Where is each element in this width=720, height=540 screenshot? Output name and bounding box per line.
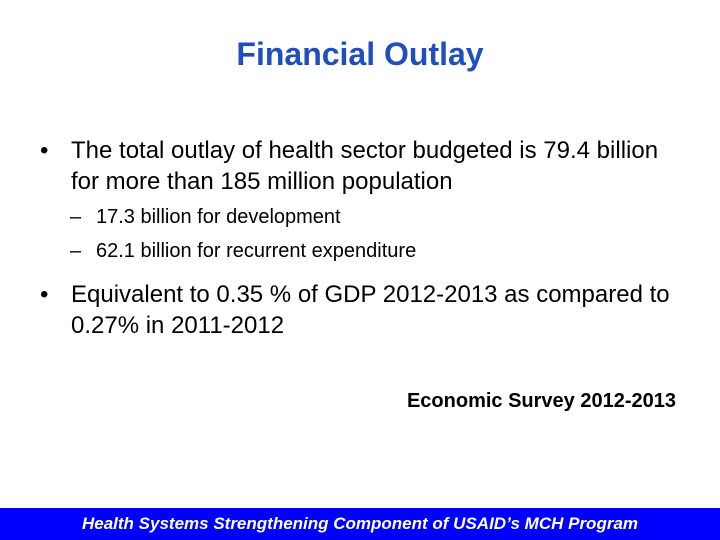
sub-bullet-item [70, 205, 670, 229]
bullet-item [40, 135, 690, 197]
sub-bullet-text: 62.1 billion for recurrent expenditure [96, 240, 417, 262]
source-citation: Economic Survey 2012-2013 [406, 390, 676, 412]
sub-bullet-marker: – [70, 206, 82, 228]
bullet-text: Equivalent to 0.35 % of GDP 2012-2013 as compared to 0.27% in 2011-2012 [71, 281, 670, 339]
sub-bullet-marker: – [70, 240, 82, 262]
slide-title: Financial Outlay [236, 36, 484, 72]
bullet-marker: • [40, 281, 49, 308]
sub-bullet-text: 17.3 billion for development [96, 206, 341, 228]
bullet-item [40, 279, 690, 341]
bullet-text: The total outlay of health sector budgeted is 79.4 billion for more than 185 million population [71, 137, 659, 195]
sub-bullet-item [70, 239, 670, 263]
footer-banner: Health Systems Strengthening Component of USAID’s MCH Program [0, 508, 720, 540]
bullet-marker: • [40, 137, 49, 164]
